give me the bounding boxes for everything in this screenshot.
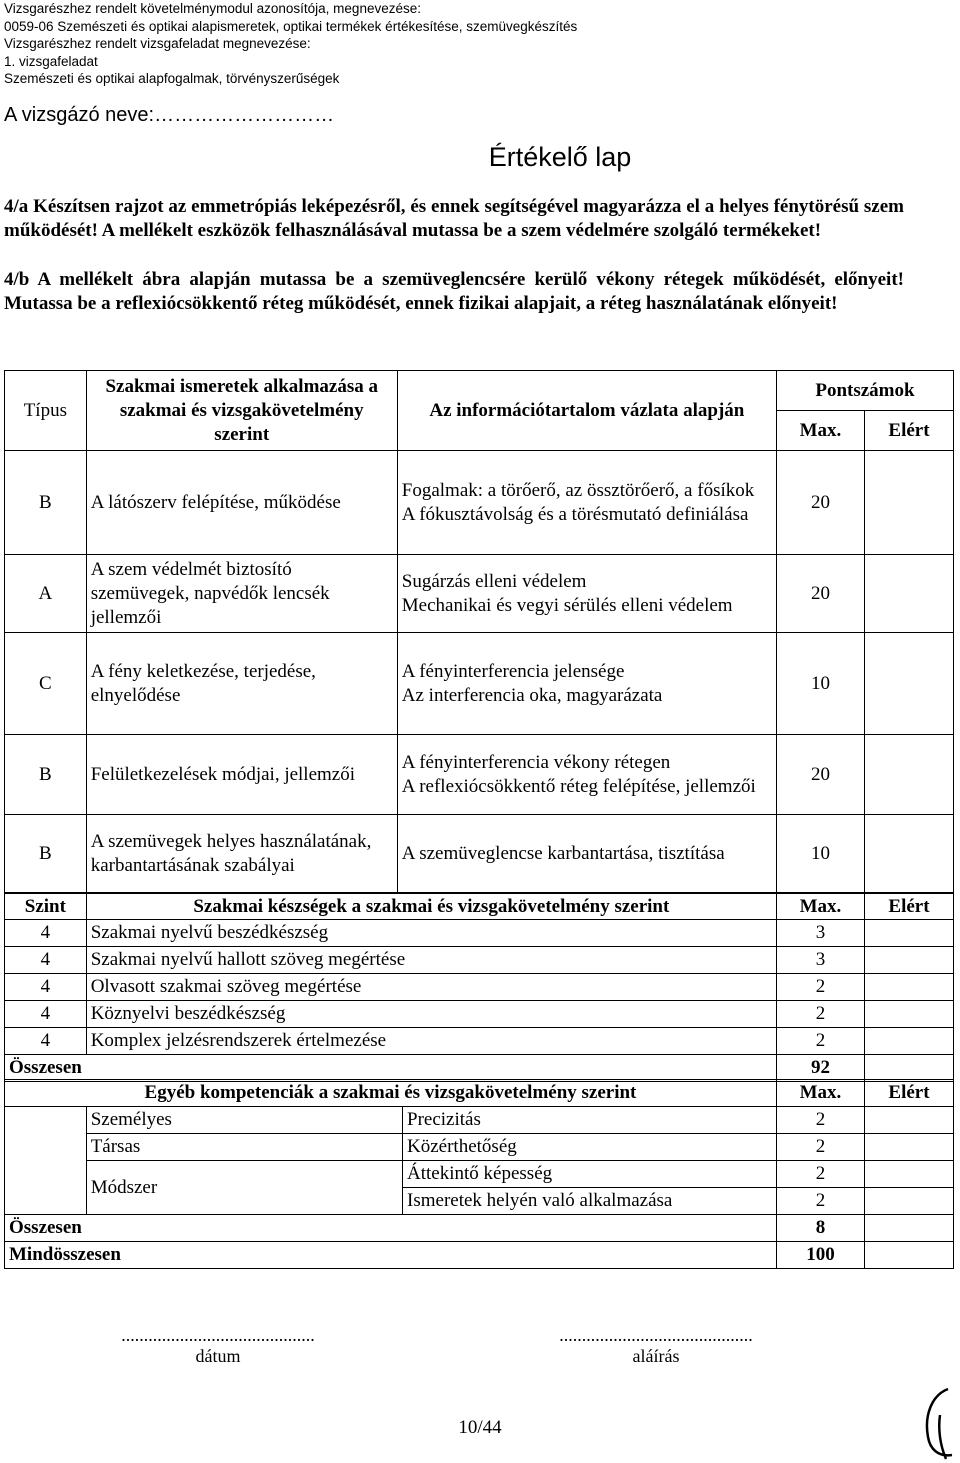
achieved-cell[interactable] [864,1001,953,1028]
col-knowledge-header: Szakmai ismeretek alkalmazása a szakmai és vizsgakövetelmény szerint [86,371,397,451]
achieved-cell[interactable] [864,947,953,974]
achieved-cell[interactable] [864,1028,953,1055]
col-max-header: Max. [776,411,864,451]
competencies-total-row: Összesen 8 [5,1215,954,1242]
table-row: Módszer Áttekintő képesség 2 [5,1161,954,1188]
evaluation-table [4,370,954,893]
table-row: 4 Köznyelvi beszédkészség 2 [5,1001,954,1028]
achieved-cell[interactable] [864,974,953,1001]
achieved-cell[interactable] [864,451,953,555]
document-header [4,0,577,88]
achieved-cell[interactable] [864,815,953,893]
signature-block [526,1325,786,1367]
achieved-cell[interactable] [864,920,953,947]
skills-header-row: Szint Szakmai készségek a szakmai és vizsgakövetelmény szerint Max. Elért [5,894,954,920]
table-row: C A fény keletkezése, terjedése, elnyelődése A fényinterferencia jelensége Az interferencia oka, magyarázata 10 [5,633,954,735]
header-line-2: 0059-06 Szemészeti és optikai alapismeretek, optikai termékek értékesítése, szemüvegkészítés [4,18,578,34]
achieved-cell[interactable] [864,633,953,735]
table-header-row [5,371,954,411]
achieved-cell[interactable] [864,555,953,633]
achieved-cell[interactable] [864,1134,953,1161]
date-block [88,1325,348,1367]
table-row: 4 Olvasott szakmai szöveg megértése 2 [5,974,954,1001]
achieved-cell[interactable] [864,1188,953,1215]
table-row: Személyes Precizitás 2 [5,1107,954,1134]
col-type-header: Típus [5,371,87,451]
page-number: 10/44 [458,1417,502,1438]
achieved-cell[interactable] [864,1055,953,1082]
table-row: B Felületkezelések módjai, jellemzői A fényinterferencia vékony rétegen A reflexiócsökkentő réteg felépítése, jellemzői 20 [5,735,954,815]
task-4a: 4/a Készítsen rajzot az emmetrópiás leképezésről, és ennek segítségével magyarázza el a helyes fénytörésű szem működését! A mellékelt eszközök felhasználásával mutassa be a szem védelmére szolgáló termékeket! [4,196,904,241]
competencies-table [4,1079,954,1269]
date-label: dátum [195,1346,241,1366]
header-line-5: Szemészeti és optikai alapfogalmak, törvényszerűségek [4,71,340,87]
task-4b: 4/b A mellékelt ábra alapján mutassa be a szemüveglencsére kerülő vékony rétegek működését, előnyeit! Mutassa be a reflexiócsökkentő réteg működését, ennek fizikai alapjait, a réteg használatának előnyeit! [4,269,904,314]
date-line: ........................................... [121,1325,315,1345]
table-row: 4 Szakmai nyelvű hallott szöveg megértése 3 [5,947,954,974]
achieved-cell[interactable] [864,1107,953,1134]
col-points-header: Pontszámok [776,371,953,411]
achieved-cell[interactable] [864,735,953,815]
skills-total-row: Összesen 92 [5,1055,954,1082]
achieved-cell[interactable] [864,1242,953,1269]
table-row: Ismeretek helyén való alkalmazása 2 [5,1188,954,1215]
table-row: 4 Komplex jelzésrendszerek értelmezése 2 [5,1028,954,1055]
candidate-name-field: A vizsgázó neve:……………………… [4,104,335,126]
signature-label: aláírás [632,1346,680,1366]
achieved-cell[interactable] [864,1161,953,1188]
skills-table [4,893,954,1082]
header-line-3: Vizsgarészhez rendelt vizsgafeladat megnevezése: [4,36,311,52]
page-title: Értékelő lap [488,142,632,172]
header-line-1: Vizsgarészhez rendelt követelménymodul azonosítója, megnevezése: [4,1,421,16]
table-row: B A szemüvegek helyes használatának, karbantartásának szabályai A szemüveglencse karbantartása, tisztítása 10 [5,815,954,893]
table-row: 4 Szakmai nyelvű beszédkészség 3 [5,920,954,947]
table-row: Társas Közérthetőség 2 [5,1134,954,1161]
col-achieved-header: Elért [864,411,953,451]
col-info-header: Az információtartalom vázlata alapján [397,371,776,451]
signature-line: ........................................... [559,1325,753,1345]
grand-total-row: Mindösszesen 100 [5,1242,954,1269]
header-line-4: 1. vizsgafeladat [4,53,98,69]
table-row: B A látószerv felépítése, működése Fogalmak: a törőerő, az össztörőerő, a fősíkok A fókusztávolság és a törésmutató definiálása 20 [5,451,954,555]
table-row: A A szem védelmét biztosító szemüvegek, napvédők lencsék jellemzői Sugárzás elleni védelem Mechanikai és vegyi sérülés elleni védelem 20 [5,555,954,633]
competencies-header-row: Egyéb kompetenciák a szakmai és vizsgakövetelmény szerint Max. Elért [5,1080,954,1107]
achieved-cell[interactable] [864,1215,953,1242]
handwritten-initial-mark [918,1385,958,1463]
